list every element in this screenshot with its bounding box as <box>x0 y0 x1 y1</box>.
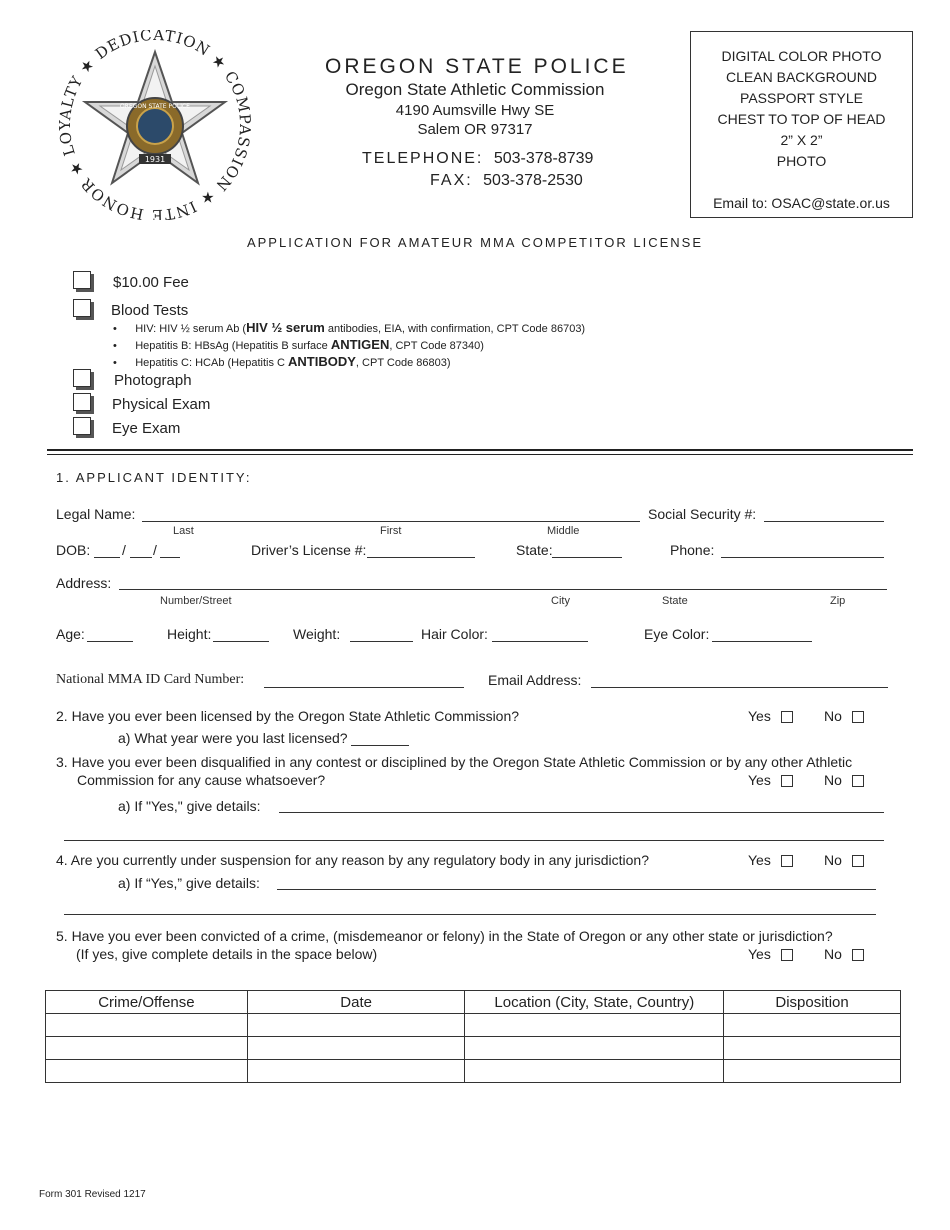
crime-table <box>45 990 901 1083</box>
photo-line: 2” X 2” <box>780 132 823 148</box>
table-header-row <box>46 991 901 1014</box>
question-4a: a) If “Yes,” give details: <box>118 875 260 891</box>
fax-label: FAX: <box>430 172 473 189</box>
city-address: Salem OR 97317 <box>417 121 533 138</box>
address-label: Address: <box>56 575 112 591</box>
height-field[interactable] <box>213 641 269 642</box>
q3-details-field[interactable] <box>279 812 884 813</box>
table-cell[interactable] <box>465 1037 724 1060</box>
q2-no-checkbox[interactable] <box>852 711 864 723</box>
table-cell[interactable] <box>46 1037 248 1060</box>
q5-no-option: No <box>824 946 864 962</box>
question-4: 4. Are you currently under suspension for any reason by any regulatory body in any jurisdiction? <box>56 852 650 868</box>
table-cell[interactable] <box>465 1060 724 1083</box>
last-name-caption: Last <box>173 525 194 537</box>
telephone-label: TELEPHONE: <box>362 150 484 167</box>
question-5-note: (If yes, give complete details in the space below) <box>76 946 378 962</box>
email-label: Email Address: <box>488 672 582 688</box>
table-cell[interactable] <box>247 1060 465 1083</box>
q4-details-field[interactable] <box>277 889 876 890</box>
q4-yes-option: Yes <box>748 852 793 868</box>
seal-ring-text: HONOR ★ LOYALTY ★ DEDICATION ★ COMPASSION ★ INTE <box>56 30 255 220</box>
height-label: Height: <box>167 626 212 642</box>
fax-line <box>430 172 583 190</box>
dob-label: DOB: <box>56 542 91 558</box>
middle-name-caption: Middle <box>547 525 580 537</box>
table-cell[interactable] <box>724 1014 901 1037</box>
hepatitis-c-item: • Hepatitis C: HCAb (Hepatitis C ANTIBODY, CPT Code 86803) <box>113 354 451 369</box>
table-cell[interactable] <box>247 1037 465 1060</box>
q3-no-option: No <box>824 772 864 788</box>
physical-exam-checkbox[interactable] <box>73 393 91 411</box>
legal-name-field[interactable] <box>142 521 640 522</box>
state-label: State: <box>516 542 553 558</box>
form-title: APPLICATION FOR AMATEUR MMA COMPETITOR LICENSE <box>246 235 704 250</box>
hepatitis-b-item: • Hepatitis B: HBsAg (Hepatitis B surface ANTIGEN, CPT Code 87340) <box>113 337 484 352</box>
fee-label: $10.00 Fee <box>113 274 189 291</box>
hiv-test-item: • HIV: HIV ½ serum Ab (HIV ½ serum antibodies, EIA, with confirmation, CPT Code 86703) <box>113 320 586 335</box>
email-field[interactable] <box>591 687 888 688</box>
question-3-continued: Commission for any cause whatsoever? <box>77 772 326 788</box>
table-row <box>46 1037 901 1060</box>
q3-yes-checkbox[interactable] <box>781 775 793 787</box>
eye-exam-label: Eye Exam <box>112 420 181 437</box>
state-caption: State <box>662 595 688 607</box>
photo-line: PASSPORT STYLE <box>740 90 863 106</box>
table-cell[interactable] <box>465 1014 724 1037</box>
phone-field[interactable] <box>721 557 884 558</box>
address-field[interactable] <box>119 589 887 590</box>
ssn-label: Social Security #: <box>648 506 757 522</box>
question-3: 3. Have you ever been disqualified in any contest or disciplined by the Oregon State Athletic Commission or by any other Athletic <box>56 754 853 770</box>
hair-color-field[interactable] <box>492 641 588 642</box>
weight-label: Weight: <box>293 626 341 642</box>
mma-id-field[interactable] <box>264 687 464 688</box>
hair-color-label: Hair Color: <box>421 626 488 642</box>
q5-no-checkbox[interactable] <box>852 949 864 961</box>
last-licensed-year-field[interactable] <box>351 745 409 746</box>
q3-details-field-2[interactable] <box>64 840 884 841</box>
street-address: 4190 Aumsville Hwy SE <box>395 102 555 119</box>
number-street-caption: Number/Street <box>160 595 232 607</box>
photo-line: CLEAN BACKGROUND <box>726 69 877 85</box>
table-cell[interactable] <box>46 1060 248 1083</box>
question-5: 5. Have you ever been convicted of a crime, (misdemeanor or felony) in the State of Oregon or any other state or jurisdiction? <box>56 928 833 944</box>
table-cell[interactable] <box>46 1014 248 1037</box>
date-header: Date <box>247 991 465 1014</box>
dob-day-field[interactable] <box>130 557 152 558</box>
star-badge-icon <box>55 30 255 220</box>
question-2a: a) What year were you last licensed? <box>118 730 348 746</box>
fee-checkbox[interactable] <box>73 271 91 289</box>
badge-year: 1931 <box>144 155 166 164</box>
age-field[interactable] <box>87 641 133 642</box>
eye-color-field[interactable] <box>712 641 812 642</box>
photo-line: PHOTO <box>776 153 827 169</box>
q3-no-checkbox[interactable] <box>852 775 864 787</box>
state-field[interactable] <box>552 557 622 558</box>
first-name-caption: First <box>380 525 402 537</box>
legal-name-label: Legal Name: <box>56 506 136 522</box>
photo-line: CHEST TO TOP OF HEAD <box>717 111 886 127</box>
ssn-field[interactable] <box>764 521 884 522</box>
table-row <box>46 1060 901 1083</box>
dob-slash: / <box>153 542 157 558</box>
q2-no-option: No <box>824 708 864 724</box>
city-caption: City <box>551 595 570 607</box>
zip-caption: Zip <box>830 595 846 607</box>
dob-slash: / <box>122 542 126 558</box>
drivers-license-field[interactable] <box>367 557 475 558</box>
dob-year-field[interactable] <box>160 557 180 558</box>
blood-tests-label: Blood Tests <box>111 302 189 319</box>
q5-yes-option: Yes <box>748 946 793 962</box>
photograph-label: Photograph <box>114 372 192 389</box>
telephone-number: 503-378-8739 <box>493 150 594 167</box>
age-label: Age: <box>56 626 85 642</box>
form-number: Form 301 Revised 1217 <box>39 1189 146 1200</box>
photograph-checkbox[interactable] <box>73 369 91 387</box>
q4-yes-checkbox[interactable] <box>781 855 793 867</box>
eye-exam-checkbox[interactable] <box>73 417 91 435</box>
table-row <box>46 1014 901 1037</box>
badge-text: OREGON STATE POLICE <box>120 103 190 110</box>
fax-number: 503-378-2530 <box>483 172 583 189</box>
q4-no-checkbox[interactable] <box>852 855 864 867</box>
section-applicant-identity: 1. APPLICANT IDENTITY: <box>56 470 252 485</box>
oregon-state-police-seal <box>55 30 255 220</box>
table-cell[interactable] <box>247 1014 465 1037</box>
agency-name: OREGON STATE POLICE <box>325 55 629 78</box>
q5-yes-checkbox[interactable] <box>781 949 793 961</box>
question-3a: a) If "Yes," give details: <box>118 798 261 814</box>
section-divider <box>47 449 913 451</box>
crime-offense-header: Crime/Offense <box>46 991 248 1014</box>
q4-details-field-2[interactable] <box>64 914 876 915</box>
drivers-license-label: Driver’s License #: <box>251 542 367 558</box>
dob-month-field[interactable] <box>94 557 120 558</box>
q3-yes-option: Yes <box>748 772 793 788</box>
q2-yes-checkbox[interactable] <box>781 711 793 723</box>
weight-field[interactable] <box>350 641 413 642</box>
blood-tests-checkbox[interactable] <box>73 299 91 317</box>
telephone-line <box>362 150 593 168</box>
section-divider <box>47 454 913 455</box>
disposition-header: Disposition <box>724 991 901 1014</box>
photo-email: Email to: OSAC@state.or.us <box>713 195 890 211</box>
eye-color-label: Eye Color: <box>644 626 710 642</box>
commission-name: Oregon State Athletic Commission <box>345 80 605 99</box>
table-cell[interactable] <box>724 1037 901 1060</box>
photo-line: DIGITAL COLOR PHOTO <box>721 48 882 64</box>
question-2: 2. Have you ever been licensed by the Oregon State Athletic Commission? <box>56 708 520 724</box>
phone-label: Phone: <box>670 542 715 558</box>
physical-exam-label: Physical Exam <box>112 396 211 413</box>
table-cell[interactable] <box>724 1060 901 1083</box>
q4-no-option: No <box>824 852 864 868</box>
q2-yes-option: Yes <box>748 708 793 724</box>
mma-id-label: National MMA ID Card Number: <box>56 672 245 687</box>
photo-box <box>690 31 913 218</box>
location-header: Location (City, State, Country) <box>465 991 724 1014</box>
